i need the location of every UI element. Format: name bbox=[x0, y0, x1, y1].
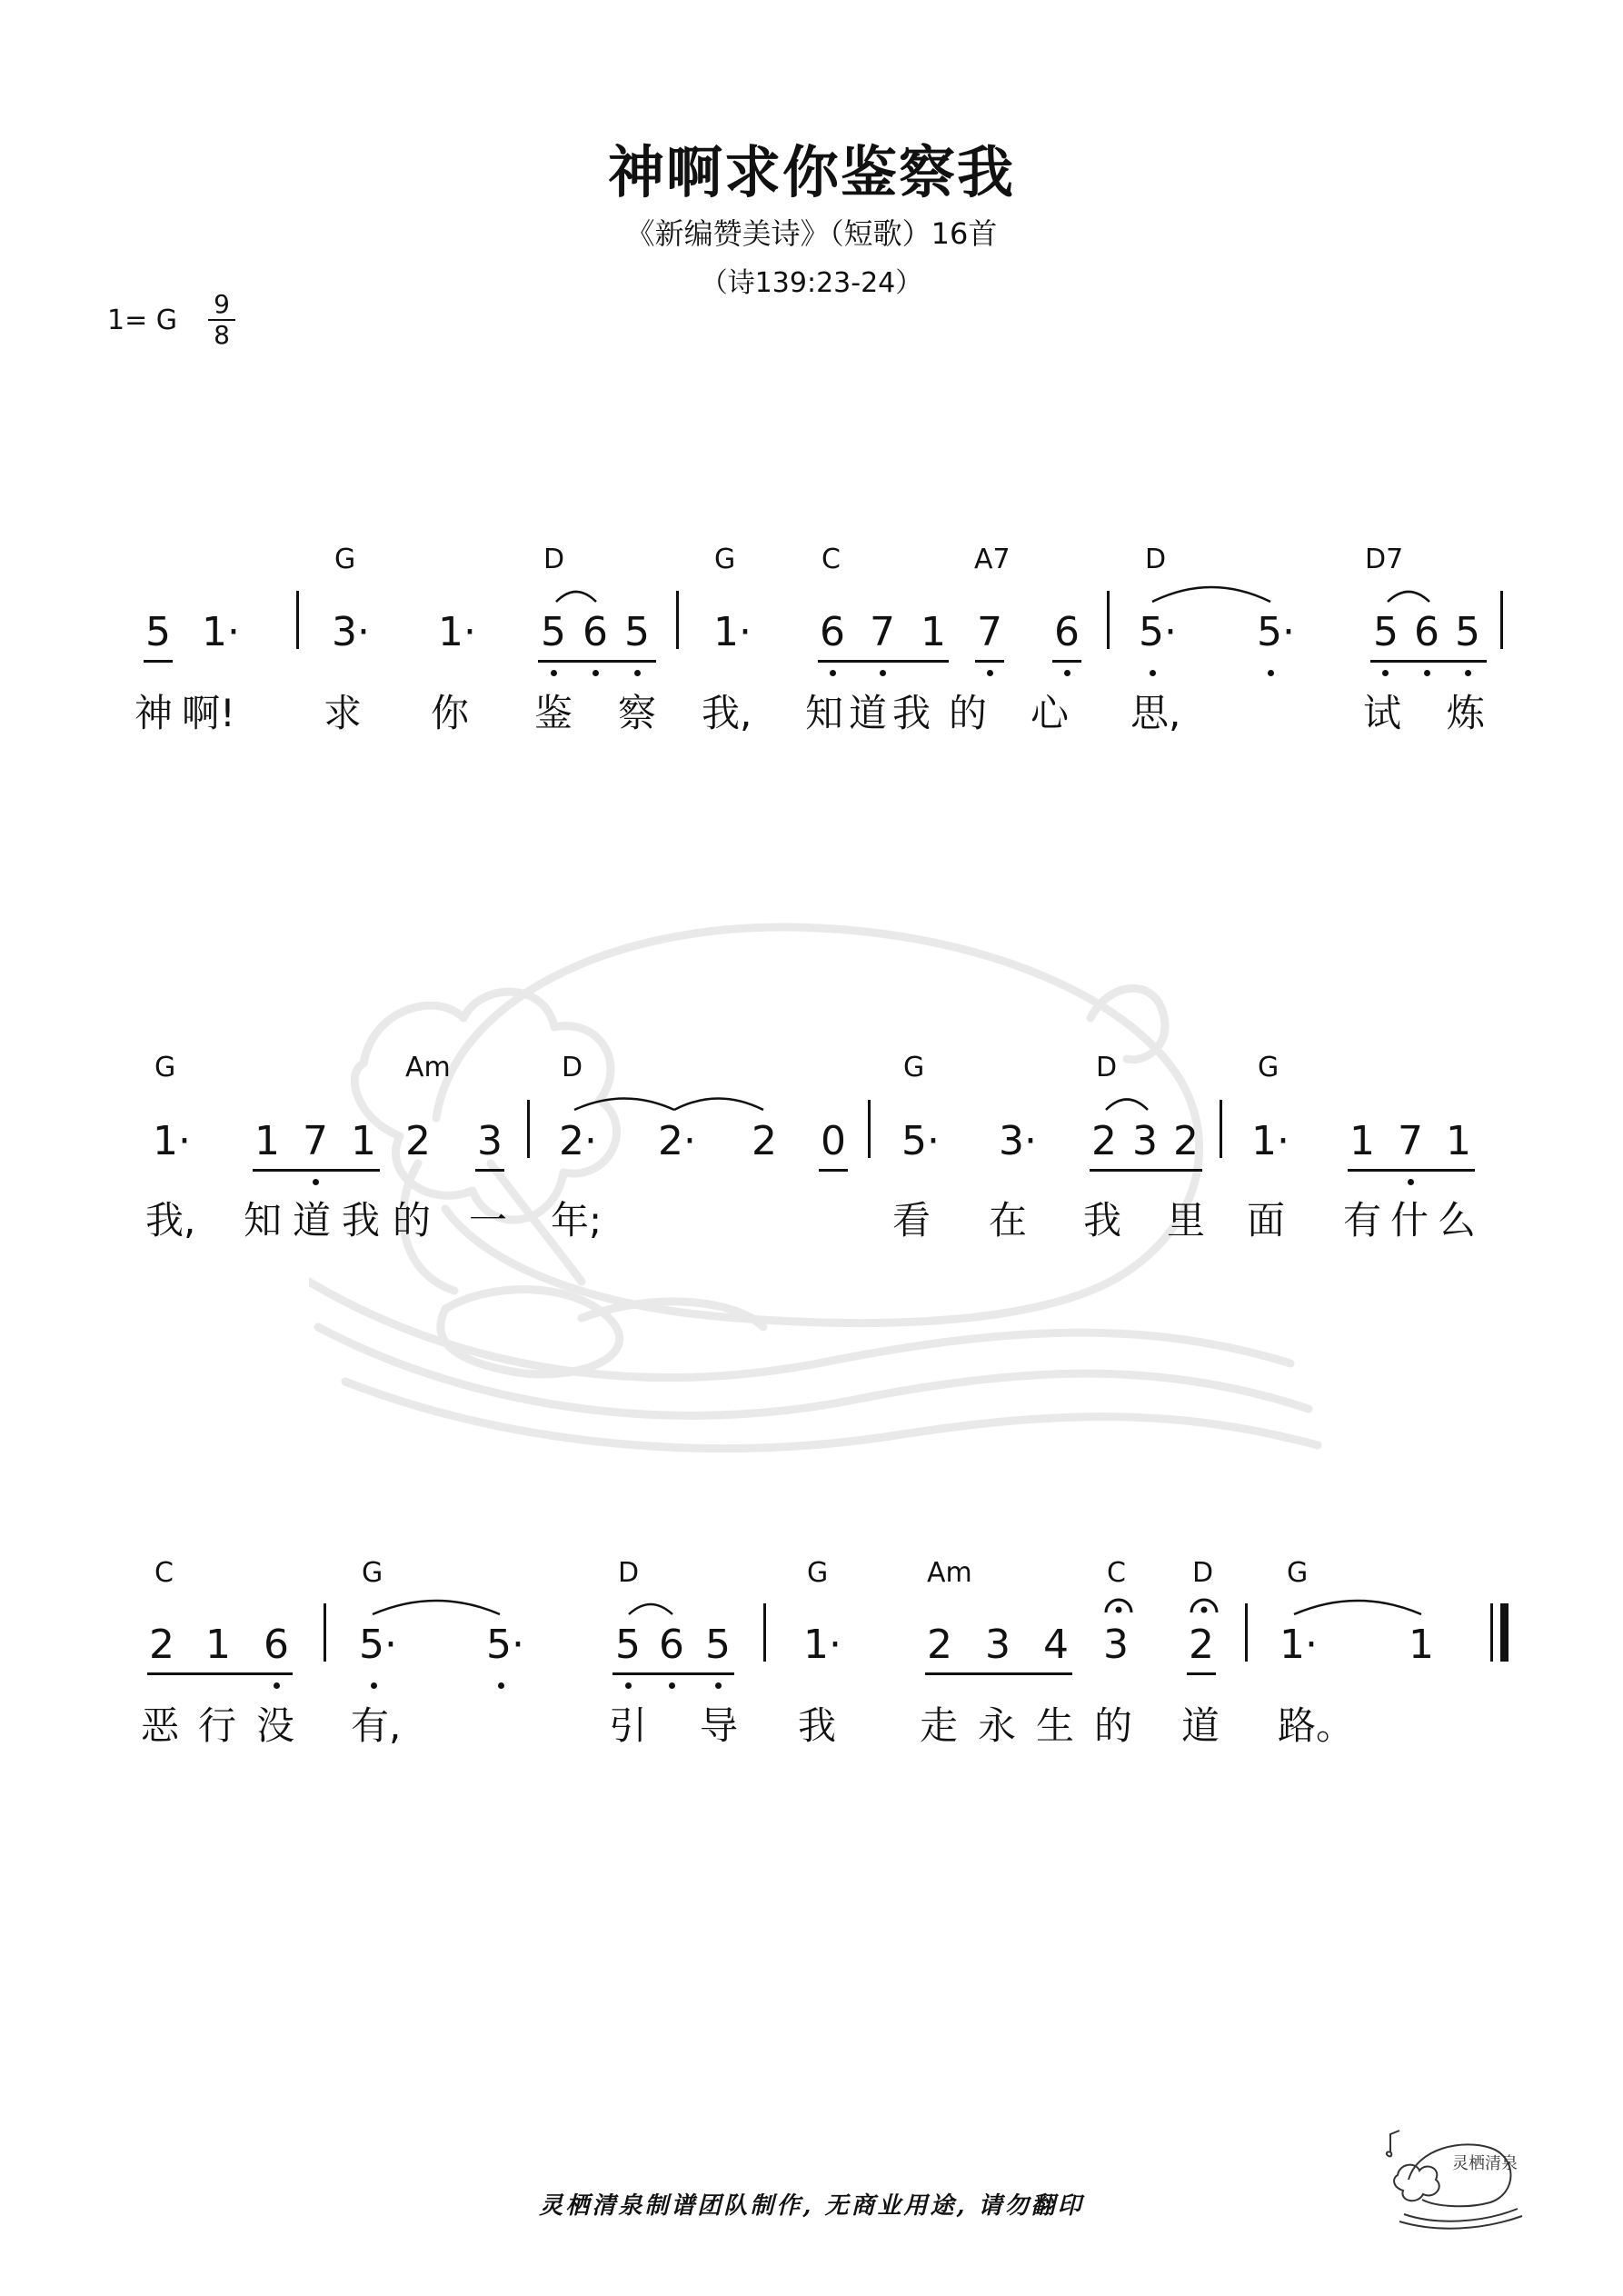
time-signature-bottom: 8 bbox=[214, 320, 230, 350]
note: 1· bbox=[438, 609, 476, 655]
lower-octave-dot bbox=[498, 1682, 504, 1689]
slur bbox=[1388, 592, 1429, 602]
lyric-syllable: 我 bbox=[892, 691, 931, 735]
eighth-underline bbox=[925, 1672, 1072, 1675]
note: 3 bbox=[985, 1622, 1011, 1668]
note: 5· bbox=[1257, 609, 1295, 655]
lower-octave-dot bbox=[1424, 670, 1430, 676]
note: 3· bbox=[332, 609, 370, 655]
note: 6 bbox=[659, 1622, 684, 1668]
note: 2 bbox=[927, 1622, 952, 1668]
bar-line bbox=[1220, 1100, 1222, 1158]
note: 1· bbox=[1279, 1622, 1318, 1668]
note: 5· bbox=[1139, 609, 1177, 655]
eighth-underline bbox=[147, 1672, 293, 1675]
note: 5· bbox=[359, 1622, 397, 1668]
lyric-syllable: 的 bbox=[949, 691, 988, 735]
lower-octave-dot bbox=[1064, 670, 1070, 676]
note: 3 bbox=[1103, 1622, 1129, 1668]
lyric-syllable: 有, bbox=[351, 1703, 402, 1748]
note: 1 bbox=[921, 609, 946, 655]
chord-symbol: G bbox=[714, 544, 736, 575]
lyric-syllable: 道 bbox=[1181, 1703, 1220, 1748]
lyric-syllable: 我, bbox=[702, 691, 752, 735]
note: 1· bbox=[153, 1118, 191, 1164]
note: 4 bbox=[1043, 1622, 1069, 1668]
note: 2· bbox=[658, 1118, 696, 1164]
note: 6 bbox=[1054, 609, 1080, 655]
song-title: 神啊求你鉴察我 bbox=[607, 139, 1015, 205]
chord-symbol: D bbox=[618, 1557, 640, 1589]
fermata-icon bbox=[1103, 1592, 1134, 1616]
final-bar-line-thick bbox=[1500, 1603, 1508, 1662]
lyric-syllable: 年; bbox=[551, 1198, 602, 1243]
chord-symbol: G bbox=[1258, 1052, 1279, 1083]
chord-symbol: D bbox=[1096, 1052, 1118, 1083]
lower-octave-dot bbox=[313, 1179, 319, 1185]
lyric-syllable: 你 bbox=[431, 691, 470, 735]
note: 2· bbox=[559, 1118, 597, 1164]
eighth-underline bbox=[1348, 1169, 1475, 1172]
eighth-underline bbox=[819, 1169, 848, 1172]
lyric-syllable: 我 bbox=[342, 1198, 381, 1243]
bar-line bbox=[1500, 591, 1503, 649]
lower-octave-dot bbox=[634, 670, 641, 676]
lyric-syllable: 恶 bbox=[141, 1703, 180, 1748]
lyric-syllable: 导 bbox=[700, 1703, 739, 1748]
lyric-syllable: 什 bbox=[1390, 1198, 1429, 1243]
lower-octave-dot bbox=[987, 670, 993, 676]
lyric-syllable: 里 bbox=[1167, 1198, 1206, 1243]
chord-symbol: G bbox=[1287, 1557, 1309, 1589]
bar-line bbox=[527, 1100, 530, 1158]
bar-line bbox=[868, 1100, 871, 1158]
lower-octave-dot bbox=[625, 1682, 632, 1689]
note: 1 bbox=[205, 1622, 231, 1668]
note: 3 bbox=[1132, 1118, 1158, 1164]
lyric-syllable: 知 bbox=[805, 691, 844, 735]
lower-octave-dot bbox=[1150, 670, 1156, 676]
bar-line bbox=[1245, 1603, 1248, 1662]
chord-symbol: G bbox=[903, 1052, 925, 1083]
lower-octave-dot bbox=[592, 670, 599, 676]
key-signature: 1= G bbox=[107, 304, 178, 336]
note: 1 bbox=[1409, 1622, 1434, 1668]
eighth-underline bbox=[144, 660, 173, 663]
bar-line bbox=[324, 1603, 326, 1662]
note: 0 bbox=[821, 1118, 846, 1164]
note: 5 bbox=[541, 609, 566, 655]
note: 7 bbox=[977, 609, 1002, 655]
lyric-syllable: 我 bbox=[798, 1703, 837, 1748]
hymnal-reference: 《新编赞美诗》（短歌）16首 bbox=[625, 216, 998, 251]
lower-octave-dot bbox=[1268, 670, 1274, 676]
lyric-syllable: 行 bbox=[198, 1703, 237, 1748]
lyric-syllable: 鉴 bbox=[534, 691, 573, 735]
chord-symbol: D bbox=[1192, 1557, 1214, 1589]
lyric-syllable: 道 bbox=[849, 691, 888, 735]
lyric-syllable: 一 bbox=[469, 1198, 508, 1243]
note: 1· bbox=[202, 609, 240, 655]
tie bbox=[1294, 1601, 1421, 1614]
lower-octave-dot bbox=[1465, 670, 1471, 676]
eighth-underline bbox=[1090, 1169, 1202, 1172]
chord-symbol: D7 bbox=[1365, 544, 1404, 575]
note: 7 bbox=[303, 1118, 328, 1164]
music-note-icon bbox=[1387, 2131, 1399, 2156]
note: 2 bbox=[1091, 1118, 1117, 1164]
lyric-syllable: 没 bbox=[256, 1703, 295, 1748]
note: 5 bbox=[705, 1622, 731, 1668]
note: 1 bbox=[351, 1118, 376, 1164]
lyric-syllable: 面 bbox=[1247, 1198, 1286, 1243]
eighth-underline bbox=[975, 660, 1004, 663]
note: 1 bbox=[1349, 1118, 1375, 1164]
note: 1· bbox=[713, 609, 752, 655]
eighth-underline bbox=[1187, 1672, 1216, 1675]
note: 5 bbox=[145, 609, 171, 655]
note: 6 bbox=[1414, 609, 1439, 655]
note: 5 bbox=[615, 1622, 641, 1668]
eighth-underline bbox=[818, 660, 949, 663]
scripture-reference: （诗139:23-24） bbox=[700, 267, 923, 299]
note: 7 bbox=[870, 609, 895, 655]
lyric-syllable: 引 bbox=[609, 1703, 648, 1748]
chord-symbol: A7 bbox=[974, 544, 1011, 575]
lower-octave-dot bbox=[715, 1682, 722, 1689]
note: 1 bbox=[1446, 1118, 1471, 1164]
note: 6 bbox=[820, 609, 845, 655]
note: 2 bbox=[405, 1118, 431, 1164]
note: 2 bbox=[1173, 1118, 1199, 1164]
lower-octave-dot bbox=[274, 1682, 280, 1689]
bar-line bbox=[296, 591, 299, 649]
chord-symbol: G bbox=[154, 1052, 176, 1083]
slur bbox=[629, 1604, 672, 1614]
note: 1 bbox=[254, 1118, 280, 1164]
note: 3 bbox=[477, 1118, 503, 1164]
lyric-syllable: 在 bbox=[989, 1198, 1028, 1243]
chord-symbol: D bbox=[543, 544, 565, 575]
lyric-syllable: 思, bbox=[1130, 691, 1181, 735]
lyric-syllable: 的 bbox=[1094, 1703, 1133, 1748]
chord-symbol: D bbox=[1145, 544, 1167, 575]
tie bbox=[1152, 587, 1270, 602]
lower-octave-dot bbox=[830, 670, 836, 676]
lyric-syllable: 么 bbox=[1438, 1198, 1477, 1243]
lyric-syllable: 看 bbox=[892, 1198, 931, 1243]
lyric-syllable: 求 bbox=[324, 691, 363, 735]
chord-symbol: C bbox=[1107, 1557, 1126, 1589]
tie bbox=[373, 1601, 500, 1614]
lyric-syllable: 走 bbox=[920, 1703, 959, 1748]
lyric-syllable: 知 bbox=[244, 1198, 283, 1243]
note: 5 bbox=[1455, 609, 1480, 655]
lyric-syllable: 我, bbox=[145, 1198, 196, 1243]
lyric-syllable: 有 bbox=[1343, 1198, 1382, 1243]
lyric-syllable: 路。 bbox=[1278, 1703, 1355, 1748]
eighth-underline bbox=[538, 660, 656, 663]
chord-symbol: G bbox=[807, 1557, 829, 1589]
lyric-syllable: 的 bbox=[393, 1198, 432, 1243]
note: 5· bbox=[486, 1622, 524, 1668]
time-signature-top: 9 bbox=[214, 289, 230, 319]
lower-octave-dot bbox=[669, 1682, 675, 1689]
lyric-syllable: 我 bbox=[1083, 1198, 1122, 1243]
chord-symbol: C bbox=[821, 544, 841, 575]
lower-octave-dot bbox=[551, 670, 557, 676]
bar-line bbox=[1107, 591, 1110, 649]
note: 3· bbox=[999, 1118, 1037, 1164]
chord-symbol: G bbox=[362, 1557, 383, 1589]
lyric-syllable: 神 bbox=[134, 691, 174, 735]
fermata-icon bbox=[1189, 1592, 1220, 1616]
note: 7 bbox=[1398, 1118, 1423, 1164]
note: 1· bbox=[1251, 1118, 1289, 1164]
lyric-syllable: 道 bbox=[293, 1198, 332, 1243]
bar-line bbox=[763, 1603, 766, 1662]
note: 5 bbox=[1373, 609, 1399, 655]
note: 5· bbox=[901, 1118, 940, 1164]
note: 1· bbox=[803, 1622, 841, 1668]
note: 2 bbox=[752, 1118, 777, 1164]
eighth-underline bbox=[612, 1672, 734, 1675]
lower-octave-dot bbox=[1382, 670, 1389, 676]
lower-octave-dot bbox=[371, 1682, 377, 1689]
lower-octave-dot bbox=[880, 670, 886, 676]
final-bar-line-thin bbox=[1490, 1603, 1493, 1662]
eighth-underline bbox=[253, 1169, 380, 1172]
note: 2 bbox=[1189, 1622, 1214, 1668]
chord-symbol: Am bbox=[927, 1557, 972, 1589]
copyright-footer: 灵栖清泉制谱团队制作, 无商业用途, 请勿翻印 bbox=[539, 2192, 1084, 2220]
eighth-underline bbox=[1052, 660, 1081, 663]
chord-symbol: Am bbox=[405, 1052, 451, 1083]
lyric-syllable: 啊! bbox=[182, 691, 235, 735]
chord-symbol: D bbox=[562, 1052, 583, 1083]
lyric-syllable: 试 bbox=[1363, 691, 1402, 735]
eighth-underline bbox=[475, 1169, 504, 1172]
lyric-syllable: 炼 bbox=[1447, 691, 1486, 735]
lyric-syllable: 心 bbox=[1031, 691, 1070, 735]
bar-line bbox=[676, 591, 679, 649]
sheep-watermark bbox=[309, 891, 1327, 1454]
lyric-syllable: 生 bbox=[1036, 1703, 1075, 1748]
lyric-syllable: 永 bbox=[978, 1703, 1017, 1748]
eighth-underline bbox=[1370, 660, 1487, 663]
note: 6 bbox=[582, 609, 608, 655]
chord-symbol: G bbox=[334, 544, 356, 575]
slur bbox=[556, 592, 596, 602]
chord-symbol: C bbox=[154, 1557, 174, 1589]
time-signature bbox=[208, 291, 235, 349]
note: 6 bbox=[264, 1622, 289, 1668]
note: 2 bbox=[149, 1622, 174, 1668]
note: 5 bbox=[624, 609, 650, 655]
logo-text: 灵栖清泉 bbox=[1452, 2154, 1518, 2173]
lower-octave-dot bbox=[1408, 1179, 1414, 1185]
lyric-syllable: 察 bbox=[618, 691, 657, 735]
sheep-logo-icon bbox=[1381, 2125, 1527, 2234]
